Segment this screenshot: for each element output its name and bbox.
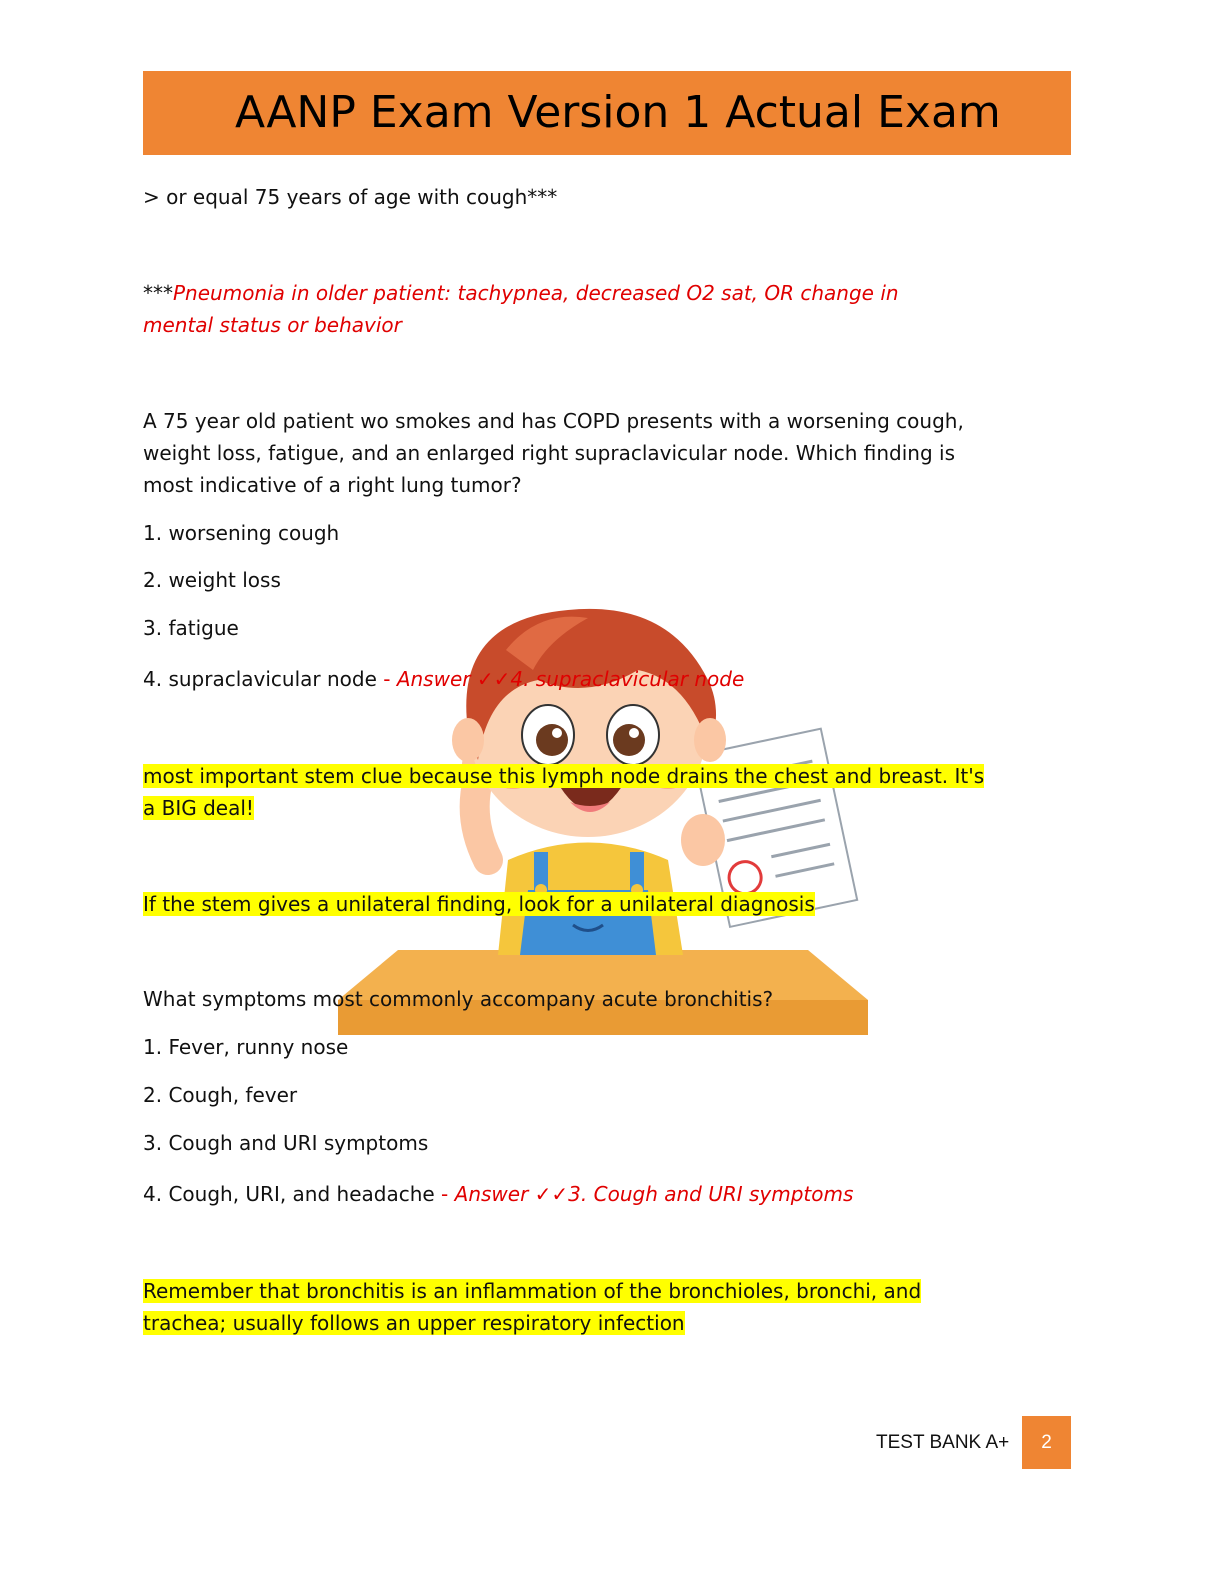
bronchitis-note-line-1: Remember that bronchitis is an inflammation of the bronchioles, bronchi, and <box>143 1279 922 1303</box>
question-1-option-4-row <box>143 663 744 695</box>
question-1-option-2: 2. weight loss <box>143 568 281 592</box>
question-1-line-3: most indicative of a right lung tumor? <box>143 473 522 497</box>
question-2-answer: Answer ✓✓3. Cough and URI symptoms <box>454 1182 854 1206</box>
question-2-option-2: 2. Cough, fever <box>143 1083 298 1107</box>
question-1-option-1: 1. worsening cough <box>143 521 340 545</box>
answer-dash: - <box>376 667 397 691</box>
page-number: 2 <box>1022 1416 1071 1469</box>
question-2-option-4: 4. Cough, URI, and headache <box>143 1182 435 1206</box>
question-1-line-1: A 75 year old patient wo smokes and has COPD presents with a worsening cough, <box>143 409 964 433</box>
question-2-option-3: 3. Cough and URI symptoms <box>143 1131 429 1155</box>
page-title: AANP Exam Version 1 Actual Exam <box>235 87 1001 138</box>
question-2-option-1: 1. Fever, runny nose <box>143 1035 349 1059</box>
bronchitis-note-line-2: trachea; usually follows an upper respiratory infection <box>143 1311 685 1335</box>
stem-clue-note-line-1: most important stem clue because this lymph node drains the chest and breast. It's <box>143 764 985 788</box>
question-1-option-3: 3. fatigue <box>143 616 239 640</box>
cartoon-student-illustration <box>338 590 878 1045</box>
age-line: > or equal 75 years of age with cough*** <box>143 185 558 209</box>
title-banner <box>143 71 1071 155</box>
question-1-line-2: weight loss, fatigue, and an enlarged right supraclavicular node. Which finding is <box>143 441 955 465</box>
question-1-answer: Answer ✓✓4. supraclavicular node <box>396 667 745 691</box>
pneumonia-note <box>143 277 899 309</box>
question-2-option-4-row <box>143 1178 853 1210</box>
pneumonia-line-1: Pneumonia in older patient: tachypnea, decreased O2 sat, OR change in <box>173 281 899 305</box>
pneumonia-line-2: mental status or behavior <box>143 313 402 337</box>
stem-clue-note-line-2: a BIG deal! <box>143 796 254 820</box>
answer-dash: - <box>434 1182 455 1206</box>
question-2: What symptoms most commonly accompany acute bronchitis? <box>143 987 774 1011</box>
pneumonia-prefix: *** <box>143 281 173 305</box>
unilateral-note: If the stem gives a unilateral finding, look for a unilateral diagnosis <box>143 892 815 916</box>
footer-label: TEST BANK A+ <box>876 1432 1010 1453</box>
question-1-option-4: 4. supraclavicular node <box>143 667 377 691</box>
